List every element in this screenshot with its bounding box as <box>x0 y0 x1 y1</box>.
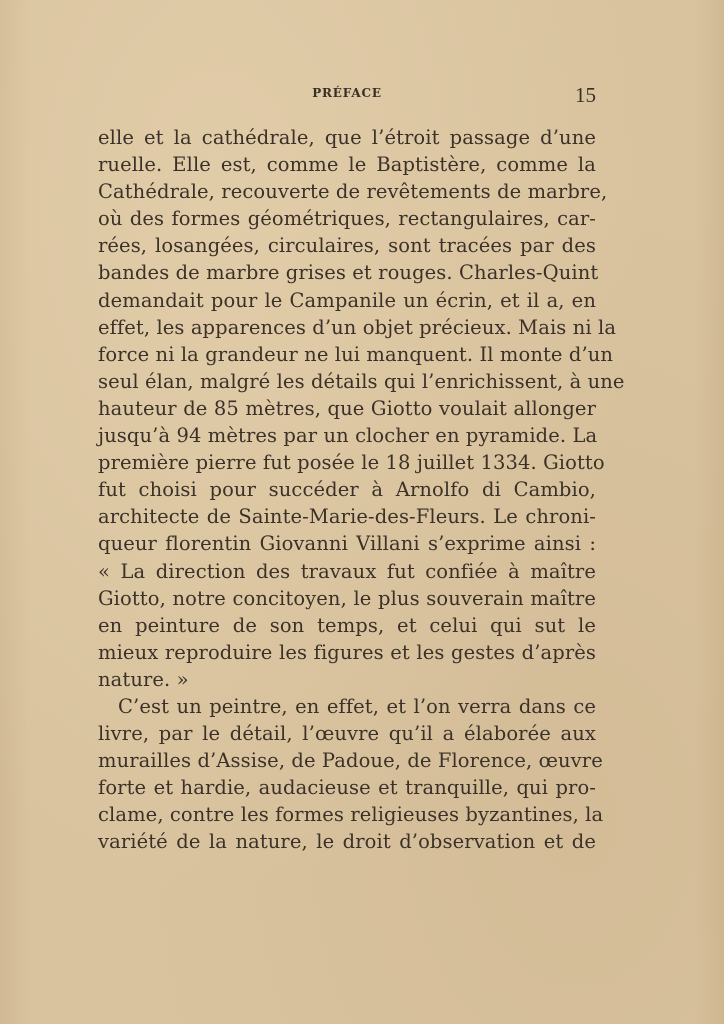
text-line: seul élan, malgré les détails qui l’enrichissent, à une <box>98 369 625 393</box>
text-line: elle et la cathédrale, que l’étroit passage d’une <box>98 126 596 149</box>
text-line: variété de la nature, le droit d’observation et de <box>98 830 596 854</box>
paragraph <box>98 124 625 693</box>
text-line: hauteur de 85 mètres, que Giotto voulait allonger <box>98 396 596 420</box>
text-line: Cathédrale, recouverte de revêtements de marbre, <box>98 180 608 204</box>
text-line: ruelle. Elle est, comme le Baptistère, comme la <box>98 153 596 177</box>
text-line: en peinture de son temps, et celui qui sut le <box>98 613 596 637</box>
page-number: 15 <box>575 83 596 107</box>
running-title: PRÉFACE <box>312 86 382 100</box>
paragraph <box>98 693 604 856</box>
text-line: queur florentin Giovanni Villani s’exprime ainsi : <box>98 532 596 556</box>
text-line: murailles d’Assise, de Padoue, de Florence, œuvre <box>98 749 603 773</box>
text-line: C’est un peintre, en effet, et l’on verra dans ce <box>118 694 596 718</box>
text-line: livre, par le détail, l’œuvre qu’il a élaborée aux <box>98 722 596 746</box>
text-line: architecte de Sainte-Marie-des-Fleurs. Le chroni- <box>98 505 596 529</box>
text-line: demandait pour le Campanile un écrin, et il a, en <box>98 288 596 312</box>
running-head <box>98 83 596 107</box>
text-line: rées, losangées, circulaires, sont tracées par des <box>98 234 596 258</box>
text-line: où des formes géométriques, rectangulaires, car- <box>98 207 596 231</box>
text-line: « La direction des travaux fut confiée à maître <box>98 559 596 583</box>
text-line: force ni la grandeur ne lui manquent. Il monte d’un <box>98 342 614 366</box>
text-line: Giotto, notre concitoyen, le plus souverain maître <box>98 586 596 610</box>
text-line: mieux reproduire les figures et les gestes d’après <box>98 640 596 664</box>
text-line: jusqu’à 94 mètres par un clocher en pyramide. La <box>98 424 598 448</box>
text-line: fut choisi pour succéder à Arnolfo di Cambio, <box>98 478 596 502</box>
text-line: bandes de marbre grises et rouges. Charles-Quint <box>98 261 599 285</box>
body-text <box>98 124 625 856</box>
text-line: effet, les apparences d’un objet précieux. Mais ni la <box>98 315 617 339</box>
text-line: nature. » <box>98 667 189 691</box>
text-line: première pierre fut posée le 18 juillet 1334. Giotto <box>98 451 605 475</box>
text-line: clame, contre les formes religieuses byzantines, la <box>98 803 604 827</box>
text-line: forte et hardie, audacieuse et tranquille, qui pro- <box>98 776 596 800</box>
